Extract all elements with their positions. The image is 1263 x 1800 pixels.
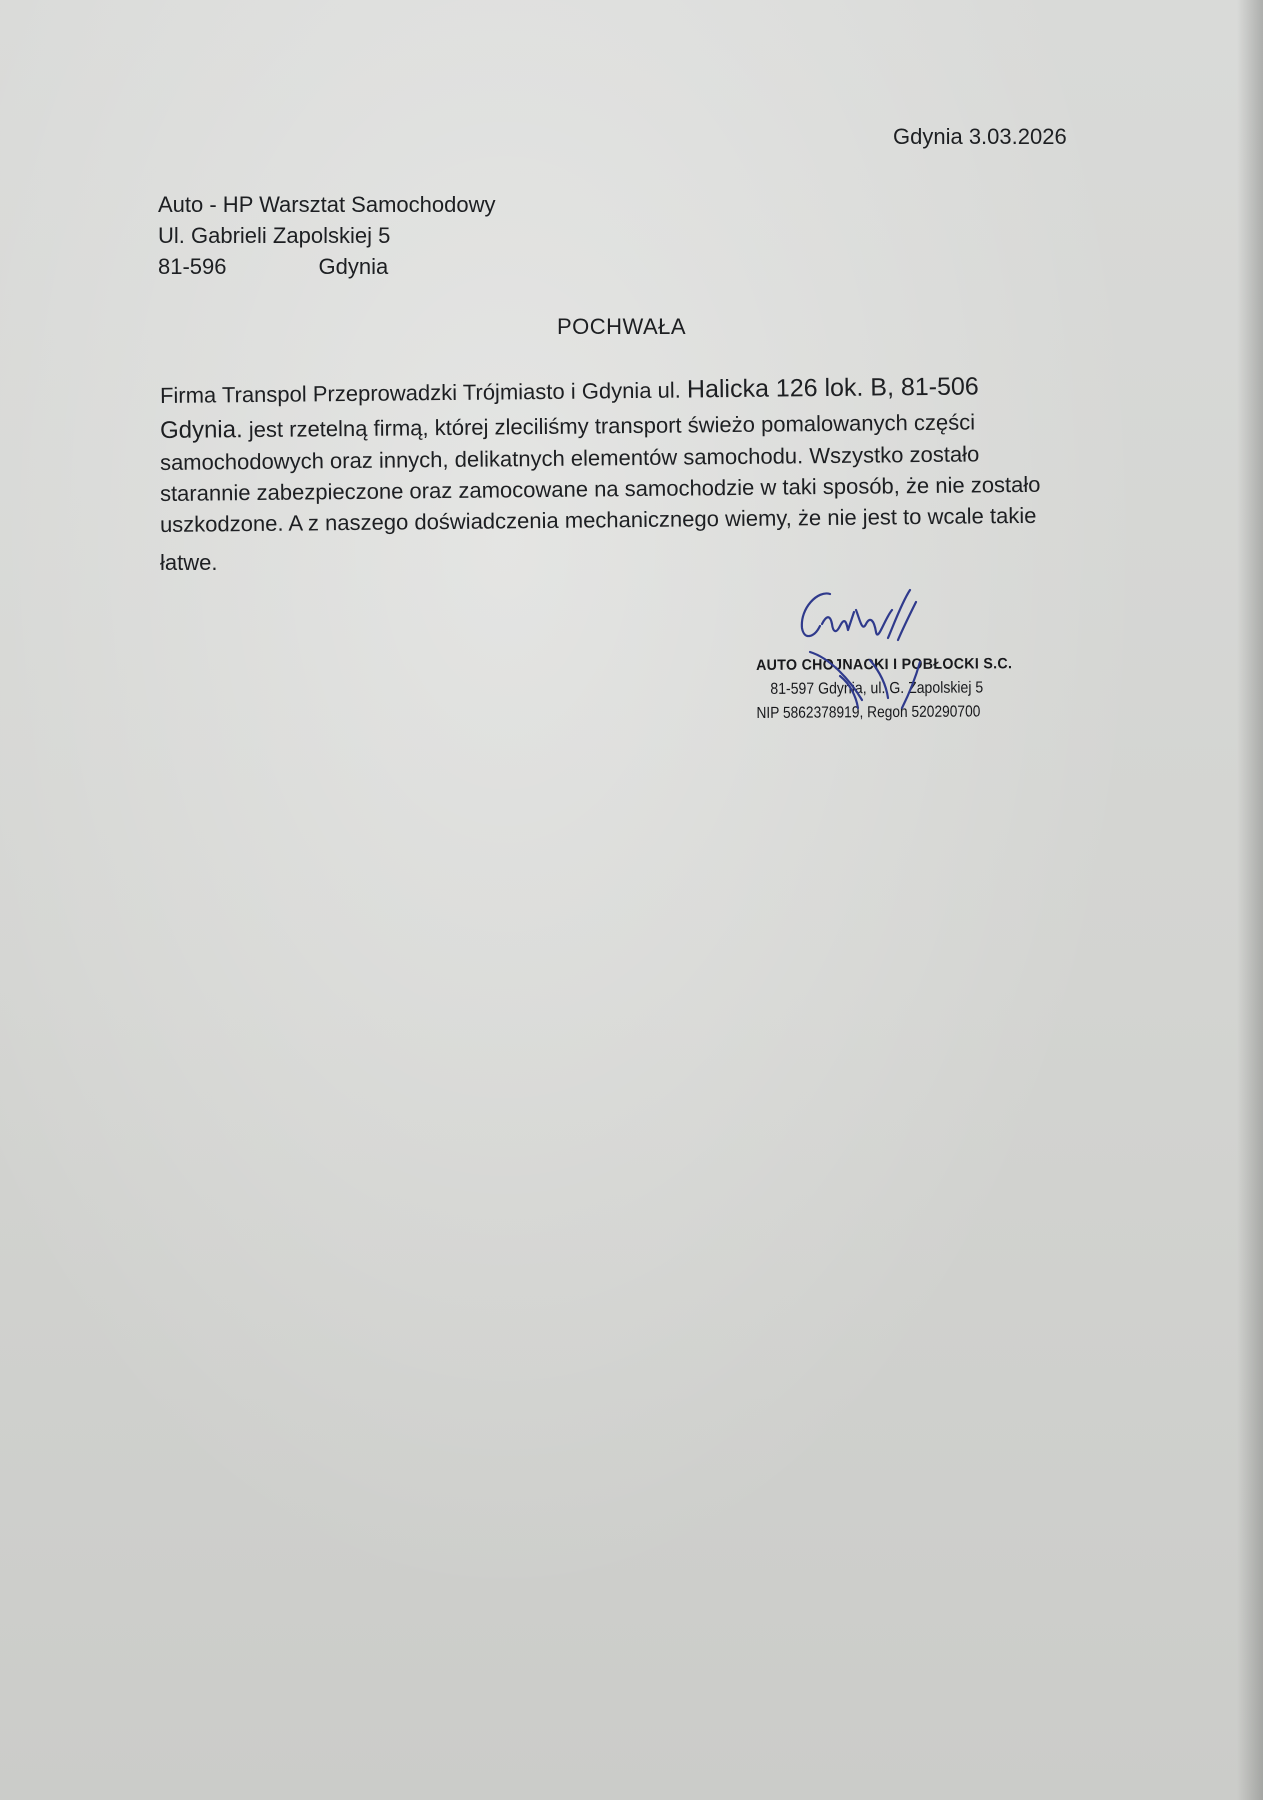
body-line-text: Firma Transpol Przeprowadzki Trójmiasto i Gdynia ul. <box>159 377 688 408</box>
recipient-address <box>158 189 495 282</box>
stamp-company-name: AUTO CHOJNACKI I POBŁOCKI S.C. <box>756 655 1013 674</box>
body-line <box>160 372 979 410</box>
body-line: starannie zabezpieczone oraz zamocowane na samochodzie w taki sposób, że nie zostało <box>159 471 1041 506</box>
recipient-postal-code: 81-596 <box>158 254 227 279</box>
company-stamp <box>756 652 1056 726</box>
letter-title: POCHWAŁA <box>557 314 687 339</box>
body-line <box>160 408 975 445</box>
stamp-tax-ids: NIP 5862378919, Regon 520290700 <box>756 703 981 722</box>
recipient-street: Ul. Gabrieli Zapolskiej 5 <box>158 223 391 248</box>
body-line: uszkodzone. A z naszego doświadczenia mechanicznego wiemy, że nie jest to wcale takie <box>159 502 1037 537</box>
signature-stroke <box>888 590 916 640</box>
body-line: samochodowych oraz innych, delikatnych elementów samochodu. Wszystko zostało <box>159 441 980 475</box>
signature-stroke <box>802 593 830 636</box>
letter-date: Gdynia 3.03.2026 <box>893 124 1067 149</box>
stamp-address: 81-597 Gdynia, ul. G. Zapolskiej 5 <box>770 679 984 698</box>
recipient-city-line <box>158 251 495 282</box>
body-line-text: jest rzetelną firmą, której zleciliśmy transport świeżo pomalowanych części <box>242 409 976 443</box>
signature-stroke <box>856 610 892 635</box>
recipient-name: Auto - HP Warsztat Samochodowy <box>158 192 496 217</box>
recipient-city: Gdynia <box>318 254 389 279</box>
body-line-address: Halicka 126 lok. B, 81-506 <box>686 372 979 404</box>
body-line: łatwe. <box>160 550 218 575</box>
body-line-city: Gdynia. <box>159 416 243 444</box>
signature-stroke <box>822 612 854 631</box>
